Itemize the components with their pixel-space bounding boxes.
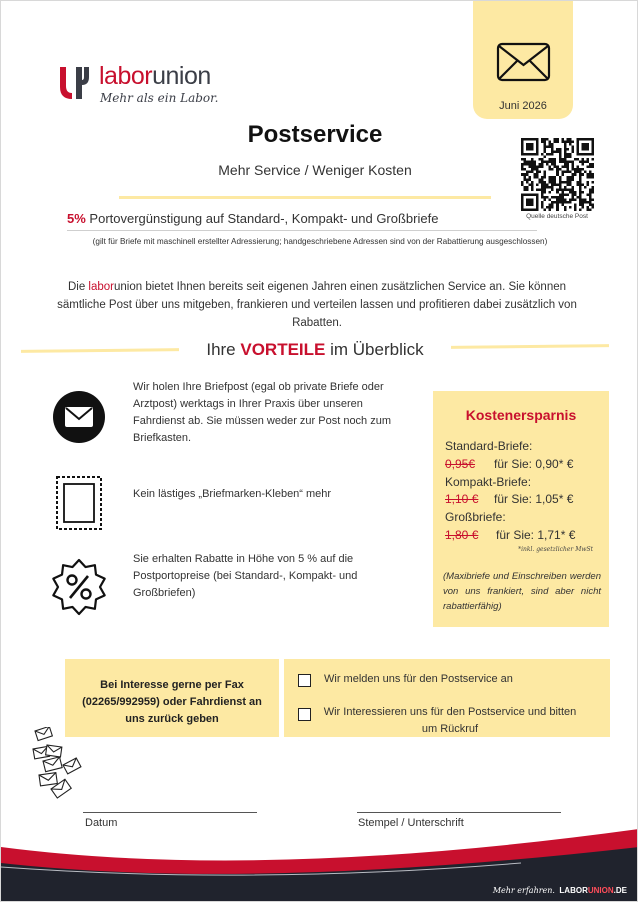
savings-category: Standard-Briefe:: [445, 439, 533, 453]
new-price: für Sie: 1,71* €: [496, 528, 576, 542]
new-price: für Sie: 1,05* €: [494, 492, 574, 506]
savings-box: [433, 391, 609, 627]
date-label: Datum: [85, 817, 118, 829]
signup-option-label: Wir melden uns für den Postservice an: [324, 673, 513, 685]
discount-note: (gilt für Briefe mit maschinell erstellter Adressierung; handgeschriebene Adressen sind von der Rabattierung ausgeschlossen): [92, 237, 548, 246]
intro-brand-union: union: [114, 281, 143, 293]
signup-checkbox[interactable]: [298, 674, 311, 687]
envelope-circle-icon: [52, 390, 106, 444]
footer-site-union[interactable]: UNION: [587, 886, 614, 895]
footer-slogan: [493, 886, 627, 895]
advantage-text: Sie erhalten Rabatte in Höhe von 5 % auf die Postportopreise (bei Standard-, Kompakt- und Großbriefen): [133, 553, 358, 599]
page-title: Postservice: [247, 121, 383, 148]
date-badge: [473, 1, 573, 119]
stamp-label: Stempel / Unterschrift: [358, 817, 464, 829]
signup-options: [284, 659, 610, 737]
page-subtitle: Mehr Service / Weniger Kosten: [218, 162, 412, 178]
advantages-prefix: Ihre: [206, 340, 241, 359]
divider: [67, 230, 537, 231]
intro-brand-labor: labor: [88, 281, 114, 293]
savings-note: (Maxibriefe und Einschreiben werden von uns frankiert, sind aber nicht rabattierfähig): [443, 571, 601, 612]
footer-site-tld[interactable]: .DE: [613, 886, 627, 895]
divider: [119, 196, 491, 199]
qr-caption: Quelle deutsche Post: [526, 213, 588, 220]
new-price: für Sie: 0,90* €: [494, 457, 574, 471]
laborunion-logo: [57, 61, 257, 111]
envelopes-icon: [29, 727, 89, 803]
old-price: 0,95€: [445, 457, 476, 471]
logo-tagline: Mehr als ein Labor.: [100, 91, 219, 105]
savings-title: Kostenersparnis: [465, 407, 577, 423]
savings-category: Kompakt-Briefe:: [445, 475, 532, 489]
intro-text: bietet Ihnen bereits seit eigenen Jahren einen zusätzlichen Service an. Sie können sämtliche Post über uns mitgeben, frankieren und verteilen lassen und profitieren dabei zusätzlich von Rabatten.: [57, 281, 577, 329]
percent-badge-icon: [50, 558, 108, 616]
footer-site-labor[interactable]: LABOR: [559, 886, 588, 895]
logo-word-labor: labor: [99, 62, 153, 90]
logo-mark-icon: [57, 65, 91, 101]
intro-paragraph: [57, 278, 577, 332]
advantage-text: Wir holen Ihre Briefpost (egal ob private Briefe oder Arztpost) werktags in Ihrer Praxis über unseren Fahrdienst ab. Sie müssen weder zur Post noch zum Briefkasten.: [133, 381, 392, 444]
contact-text: Bei Interesse gerne per Fax (02265/992959) oder Fahrdienst an uns zurück geben: [82, 679, 262, 725]
logo-wordmark: [99, 62, 211, 91]
advantages-highlight: VORTEILE: [240, 340, 326, 359]
footer: [1, 823, 638, 902]
mail-icon: [496, 42, 551, 82]
intro-text: Die: [67, 281, 89, 293]
callback-checkbox[interactable]: [298, 708, 311, 721]
old-price: 1,10 €: [445, 492, 479, 506]
savings-category: Großbriefe:: [445, 510, 506, 524]
old-price: 1,80 €: [445, 528, 479, 542]
signature-line[interactable]: [357, 812, 561, 813]
contact-box: [65, 659, 279, 737]
discount-headline: [67, 211, 438, 226]
advantages-suffix: im Überblick: [325, 340, 424, 359]
logo-word-union: union: [152, 62, 211, 90]
vat-footnote: *inkl. gesetzlicher MwSt: [518, 546, 593, 553]
discount-percent: 5%: [67, 211, 86, 226]
stamp-icon: [54, 474, 104, 532]
advantages-heading: [1, 340, 629, 360]
footer-slogan-text: Mehr erfahren.: [492, 886, 555, 895]
callback-option-label: Wir Interessieren uns für den Postservice und bitten um Rückruf: [323, 706, 577, 735]
date-line[interactable]: [83, 812, 257, 813]
issue-date: Juni 2026: [499, 100, 547, 112]
advantage-text: Kein lästiges „Briefmarken-Kleben“ mehr: [133, 488, 332, 500]
discount-text: Portovergünstigung auf Standard-, Kompakt- und Großbriefe: [89, 211, 439, 226]
